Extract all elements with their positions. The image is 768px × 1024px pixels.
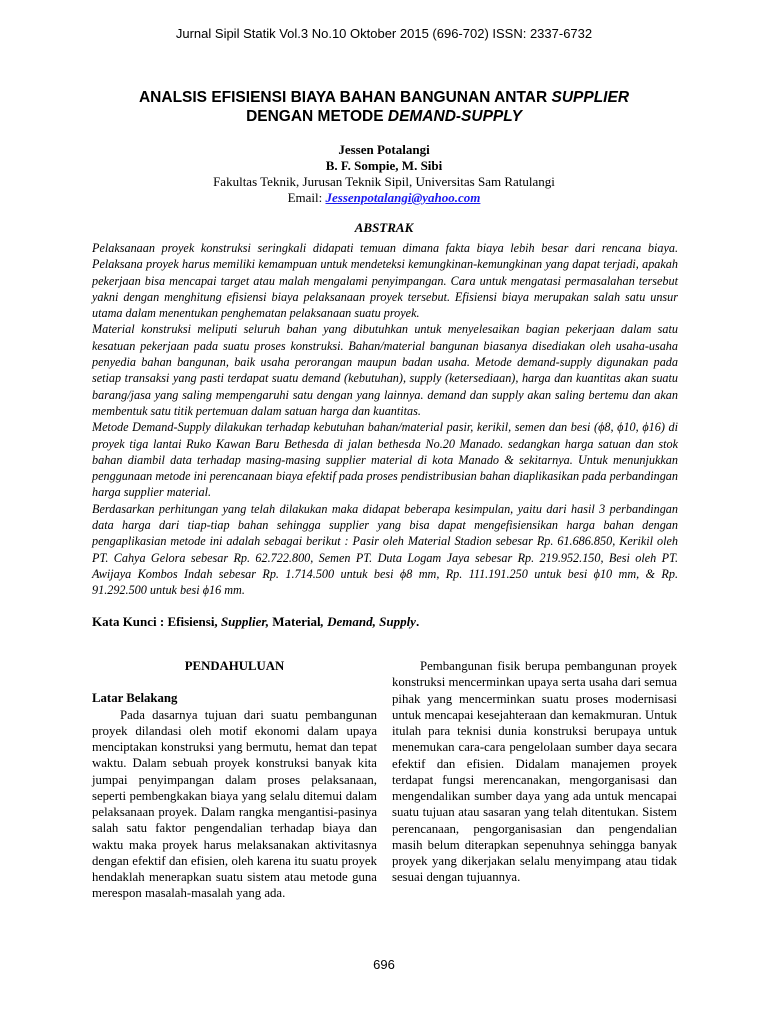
keyword-supplier: Supplier, [220,614,269,629]
affiliation: Fakultas Teknik, Jurusan Teknik Sipil, Universitas Sam Ratulangi [213,174,555,189]
abstract-paragraph: Metode Demand-Supply dilakukan terhadap kebutuhan bahan/material pasir, kerikil, semen dan besi (ϕ8, ϕ10, ϕ16) di proyek tiga lantai Ruko Kawan Baru Bethesda di jalan bethesda No.20 Manado. sedangkan harga satuan dan stok bahan diambil data terhadap masing-masing supplier material di kota Manado & sekitarnya. Untuk menunjukkan penggunaan metode ini perencanaan biaya efektif pada proses pendistribusian bahan diaplikasikan pada perbandingan harga supplier material. [92,420,678,500]
keyword-material: Material [268,614,321,629]
email-label: Email: [287,190,326,205]
running-head: Jurnal Sipil Statik Vol.3 No.10 Oktober 2015 (696-702) ISSN: 2337-6732 [175,26,593,41]
abstract-paragraph: Material konstruksi meliputi seluruh bahan yang dibutuhkan untuk menyelesaikan bagian pekerjaan dalam satu kesatuan pekerjaan pada suatu proses konstruksi. Bahan/material bangunan biasanya disediakan oleh usaha-usaha penyedia bahan bangunan, baik usaha perorangan maupun badan usaha. Metode demand-supply digunakan pada setiap transaksi yang pasti terdapat suatu demand (kebutuhan), supply (ketersediaan), harga dan kuantitas akan suatu barang/jasa yang saling mempengaruhi satu dengan yang lainnya. demand dan supply akan saling bertemu dan akan membentuk satu titik pertemuan dalam satuan harga dan kuantitas. [92,322,678,418]
keyword-separator: , [320,614,328,629]
abstract-body [92,240,678,599]
title-line-1-text: ANALSIS EFISIENSI BIAYA BAHAN BANGUNAN ANTAR [138,89,552,106]
abstract-paragraph: Pelaksanaan proyek konstruksi seringkali didapati temuan dimana fakta biaya lebih besar dari rencana biaya. Pelaksana proyek harus memiliki kemampuan untuk mendeteksi kemungkinan-kemungkinan yang dapat terjadi, apakah pekerjaan bisa mencapai target atau malah mengalami penyimpangan. Cara untuk mengatasi permasalahan tersebut yakni dengan menghitung efisiensi biaya pelaksanaan proyek tersebut. Efisiensi biaya merupakan salah satu unsur utama dalam menentukan penghematan pelaksanaan suatu proyek. [92,241,678,321]
title-line-1 [60,88,708,107]
subsection-title: Latar Belakang [92,691,178,706]
section-title: PENDAHULUAN [184,659,285,673]
title-line-2 [60,107,708,126]
keyword-end: . [415,614,420,629]
email-link[interactable]: Jessenpotalangi@yahoo.com [325,190,481,205]
right-column [392,658,677,886]
keyword-demand-supply: Demand, Supply [327,614,416,629]
keywords [92,614,678,630]
body-paragraph: Pembangunan fisik berupa pembangunan proyek konstruksi mencerminkan upaya serta usaha dari semua pihak yang mencerminkan suatu proses modernisasi untuk mencapai kesejahteraan dan kemakmuran. Untuk itulah para teknisi dunia konstruksi berupaya untuk menemukan cara-cara pengelolaan sumber daya secara efektif dan efisien. Didalam manajemen proyek terdapat fungsi merencanakan, mengorganisasi dan mengendalikan sumber daya yang ada untuk mencapai suatu tujuan atau sasaran yang telah ditentukan. Sistem perencanaan, pengorganisasian dan pengendalian masih belum diterapkan sepenuhnya sehingga banyak proyek yang dikerjakan selalu menyimpang atau tidak sesuai dengan tujuannya. [392,659,677,885]
author-names-2: B. F. Sompie, M. Sibi [325,158,443,173]
page-number: 696 [373,957,395,972]
abstract-paragraph: Berdasarkan perhitungan yang telah dilakukan maka didapat beberapa kesimpulan, yaitu dari hasil 3 perbandingan data harga dari tiap-tiap bahan sehingga supplier yang bisa dapat mengefisiensikan harga bahan dengan pengaplikasian metode ini adalah sebagai berikut : Pasir oleh Material Stadion sebesar Rp. 61.686.850, Kerikil oleh PT. Cahya Gelora sebesar Rp. 62.722.800, Semen PT. Duta Logam Jaya sebesar Rp. 219.952.150, Besi oleh PT. Awijaya Kombos Indah sebesar Rp. 1.714.500 untuk besi ϕ8 mm, Rp. 111.191.250 untuk besi ϕ10 mm, & Rp. 91.292.500 untuk besi ϕ16 mm. [92,501,678,598]
author-name-1: Jessen Potalangi [338,142,430,157]
abstract-heading: ABSTRAK [354,220,414,235]
keywords-label: Kata Kunci : Efisiensi, [92,614,221,629]
title-line-2-text: DENGAN METODE [246,108,388,125]
title-line-2-italic: DEMAND-SUPPLY [387,108,522,125]
body-paragraph: Pada dasarnya tujuan dari suatu pembangunan proyek dilandasi oleh motif ekonomi dalam upaya menciptakan konstruksi yang bermutu, hemat dan tepat waktu. Dalam sebuah proyek konstruksi banyak kita jumpai penyimpangan dalam proses pelaksanaan, seperti pembengkakan biaya yang selalu ditemui dalam pelaksanaan proyek. Dalam rangka mengantisi-pasinya salah satu faktor pengendalian terhadap biaya dan waktu maka proyek harus melaksanakan aktivitasnya dengan efektif dan efisien, oleh karena itu suatu proyek hendaklah menerapkan suatu sistem atau metode guna merespon masalah-masalah yang ada. [92,707,377,901]
paper-title [60,88,708,126]
email-line [60,190,708,206]
author-block [60,142,708,206]
left-column [92,658,377,902]
title-line-1-italic: SUPPLIER [551,89,630,106]
